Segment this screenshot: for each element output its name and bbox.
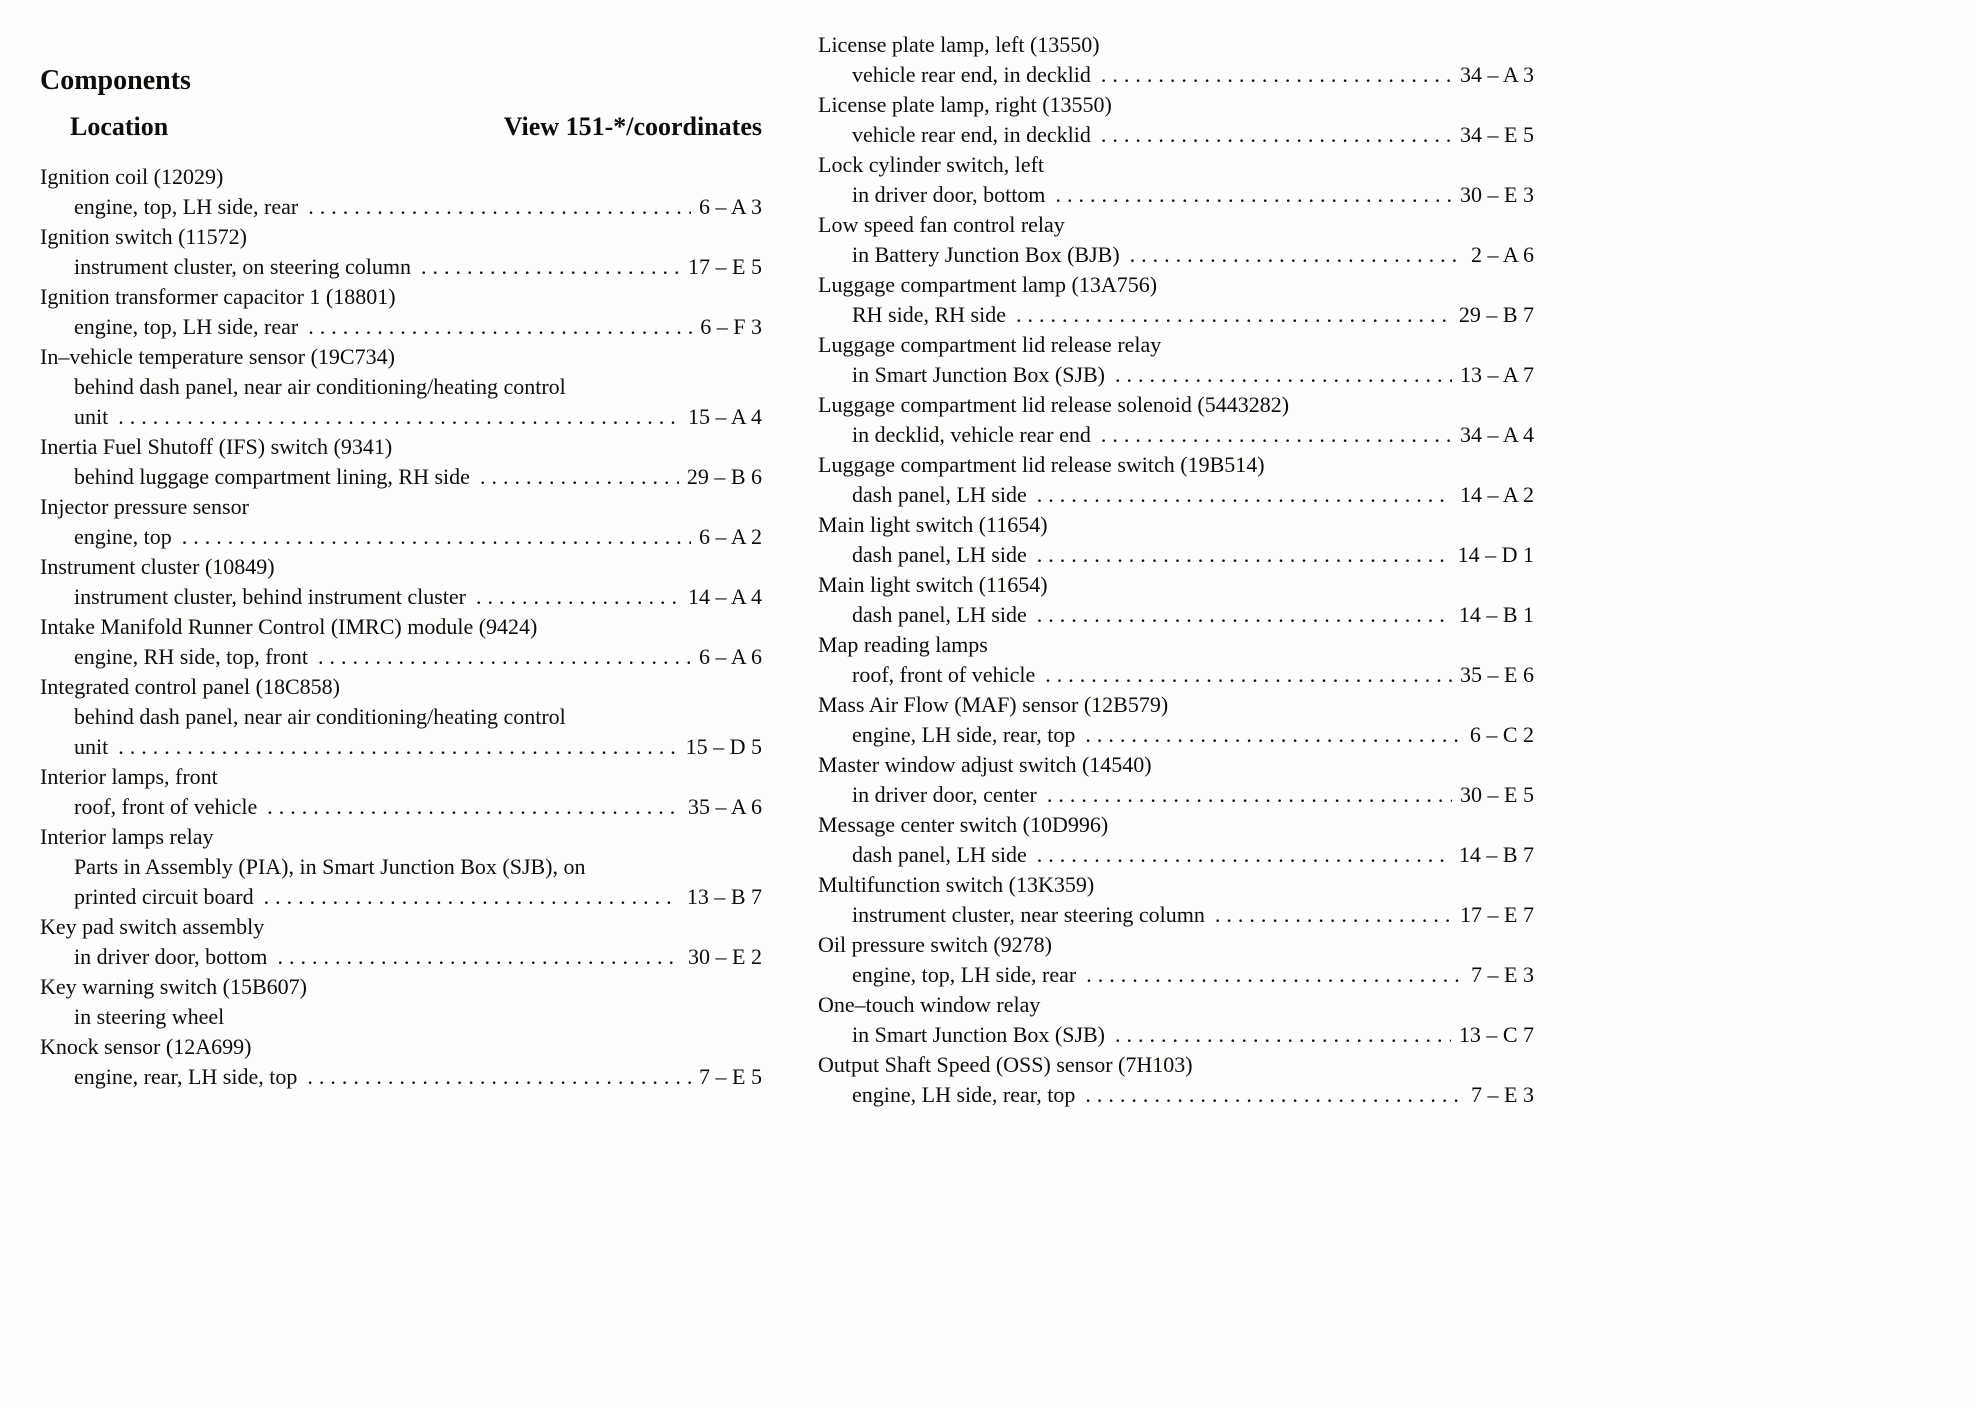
location-line	[40, 192, 762, 222]
component-entry	[40, 762, 762, 822]
dot-leader	[1037, 600, 1451, 630]
location-line	[40, 792, 762, 822]
dot-leader	[318, 642, 691, 672]
dot-leader	[308, 312, 692, 342]
component-name: Multifunction switch (13K359)	[818, 872, 1095, 897]
component-name: Ignition transformer capacitor 1 (18801)	[40, 284, 396, 309]
component-name: Mass Air Flow (MAF) sensor (12B579)	[818, 692, 1169, 717]
location-line	[818, 120, 1534, 150]
component-entry	[40, 672, 762, 762]
dot-leader	[1047, 780, 1452, 810]
location-text: in decklid, vehicle rear end	[852, 422, 1091, 447]
location-text: instrument cluster, on steering column	[74, 254, 411, 279]
component-name: Injector pressure sensor	[40, 494, 249, 519]
dot-leader	[1055, 180, 1452, 210]
component-entry	[40, 342, 762, 432]
coordinate-value: 14 – D 1	[1457, 542, 1534, 567]
component-entry	[818, 750, 1534, 810]
location-line	[818, 540, 1534, 570]
component-entry	[40, 432, 762, 492]
dot-leader	[1115, 1020, 1451, 1050]
location-line	[818, 720, 1534, 750]
dot-leader	[308, 192, 691, 222]
location-line	[818, 480, 1534, 510]
component-entry	[818, 390, 1534, 450]
location-text: engine, RH side, top, front	[74, 644, 309, 669]
column-headings	[40, 112, 762, 142]
coordinate-value: 34 – A 3	[1460, 62, 1534, 87]
dot-leader	[118, 402, 680, 432]
location-text: roof, front of vehicle	[74, 794, 258, 819]
component-entry	[40, 552, 762, 612]
coordinate-value: 15 – A 4	[688, 404, 762, 429]
location-text: in steering wheel	[74, 1004, 225, 1029]
component-name: Luggage compartment lid release switch (19B514)	[818, 452, 1265, 477]
coordinate-value: 30 – E 3	[1460, 182, 1534, 207]
component-name: Luggage compartment lid release relay	[818, 332, 1162, 357]
coordinate-value: 35 – A 6	[688, 794, 762, 819]
component-entry	[818, 930, 1534, 990]
location-text: dash panel, LH side	[852, 602, 1027, 627]
location-line	[818, 780, 1534, 810]
component-name: One–touch window relay	[818, 992, 1041, 1017]
component-entry	[40, 972, 762, 1032]
location-line	[818, 1020, 1534, 1050]
component-name: In–vehicle temperature sensor (19C734)	[40, 344, 395, 369]
location-line	[40, 702, 762, 732]
component-entry	[818, 330, 1534, 390]
coordinate-value: 7 – E 3	[1471, 962, 1534, 987]
coordinate-value: 13 – C 7	[1458, 1022, 1534, 1047]
location-line	[40, 732, 762, 762]
dot-leader	[267, 792, 680, 822]
coordinate-value: 7 – E 3	[1471, 1082, 1534, 1107]
dot-leader	[1101, 420, 1452, 450]
component-name: License plate lamp, left (13550)	[818, 32, 1100, 57]
location-line	[40, 312, 762, 342]
location-text: engine, LH side, rear, top	[852, 722, 1076, 747]
component-entry	[818, 570, 1534, 630]
location-text: RH side, RH side	[852, 302, 1006, 327]
coordinate-value: 6 – A 6	[699, 644, 762, 669]
component-entry	[818, 810, 1534, 870]
location-line	[818, 960, 1534, 990]
location-text: behind luggage compartment lining, RH side	[74, 464, 470, 489]
location-line	[818, 660, 1534, 690]
location-line	[40, 582, 762, 612]
component-name: Luggage compartment lid release solenoid (5443282)	[818, 392, 1290, 417]
location-text: instrument cluster, behind instrument cluster	[74, 584, 466, 609]
dot-leader	[1016, 300, 1451, 330]
dot-leader	[1215, 900, 1452, 930]
left-column	[40, 30, 762, 1110]
dot-leader	[1037, 480, 1452, 510]
component-entry	[818, 210, 1534, 270]
component-name: Interior lamps, front	[40, 764, 218, 789]
location-text: dash panel, LH side	[852, 482, 1027, 507]
dot-leader	[421, 252, 680, 282]
component-name: Key pad switch assembly	[40, 914, 265, 939]
location-line	[818, 240, 1534, 270]
location-text: instrument cluster, near steering column	[852, 902, 1205, 927]
dot-leader	[182, 522, 691, 552]
location-text: engine, top, LH side, rear	[852, 962, 1077, 987]
component-entry	[40, 492, 762, 552]
coordinate-value: 6 – A 2	[699, 524, 762, 549]
dot-leader	[1085, 1080, 1463, 1110]
dot-leader	[480, 462, 679, 492]
coordinate-value: 6 – C 2	[1469, 722, 1534, 747]
location-line	[40, 642, 762, 672]
location-line	[40, 522, 762, 552]
location-line	[40, 402, 762, 432]
coordinate-value: 30 – E 2	[688, 944, 762, 969]
location-line	[818, 360, 1534, 390]
view-coordinates-heading: View 151-*/coordinates	[503, 112, 762, 141]
location-line	[818, 420, 1534, 450]
dot-leader	[118, 732, 677, 762]
component-entry	[818, 90, 1534, 150]
component-name: Output Shaft Speed (OSS) sensor (7H103)	[818, 1052, 1193, 1077]
dot-leader	[1101, 120, 1452, 150]
component-name: Low speed fan control relay	[818, 212, 1065, 237]
dot-leader	[1101, 60, 1452, 90]
location-text: in Smart Junction Box (SJB)	[852, 1022, 1106, 1047]
location-text: in Smart Junction Box (SJB)	[852, 362, 1106, 387]
location-text: dash panel, LH side	[852, 842, 1027, 867]
component-name: Intake Manifold Runner Control (IMRC) module (9424)	[40, 614, 538, 639]
coordinate-value: 35 – E 6	[1460, 662, 1534, 687]
component-entry	[40, 612, 762, 672]
location-text: engine, rear, LH side, top	[74, 1064, 298, 1089]
component-entry	[40, 912, 762, 972]
component-name: Lock cylinder switch, left	[818, 152, 1045, 177]
dot-leader	[1115, 360, 1452, 390]
location-text: engine, LH side, rear, top	[852, 1082, 1076, 1107]
coordinate-value: 6 – F 3	[700, 314, 762, 339]
location-text: engine, top, LH side, rear	[74, 314, 299, 339]
component-name: Key warning switch (15B607)	[40, 974, 308, 999]
component-entry	[818, 630, 1534, 690]
component-name: Master window adjust switch (14540)	[818, 752, 1152, 777]
coordinate-value: 17 – E 7	[1460, 902, 1534, 927]
component-list-left	[40, 162, 762, 1092]
location-text: engine, top	[74, 524, 172, 549]
dot-leader	[307, 1062, 691, 1092]
right-column	[818, 30, 1534, 1110]
component-entry	[40, 222, 762, 282]
location-line	[818, 60, 1534, 90]
location-text: unit	[74, 404, 109, 429]
location-line	[40, 1002, 762, 1032]
location-line	[40, 882, 762, 912]
location-text: in Battery Junction Box (BJB)	[852, 242, 1120, 267]
location-text: in driver door, center	[852, 782, 1037, 807]
location-line	[818, 180, 1534, 210]
component-name: Oil pressure switch (9278)	[818, 932, 1053, 957]
location-line	[818, 840, 1534, 870]
location-line	[40, 252, 762, 282]
location-line	[40, 1062, 762, 1092]
coordinate-value: 34 – A 4	[1460, 422, 1534, 447]
component-entry	[818, 270, 1534, 330]
component-entry	[818, 690, 1534, 750]
location-line	[40, 852, 762, 882]
component-entry	[818, 510, 1534, 570]
dot-leader	[1085, 720, 1461, 750]
component-entry	[818, 990, 1534, 1050]
dot-leader	[1045, 660, 1452, 690]
component-name: Main light switch (11654)	[818, 512, 1048, 537]
coordinate-value: 13 – A 7	[1460, 362, 1534, 387]
dot-leader	[1037, 840, 1451, 870]
component-name: Ignition switch (11572)	[40, 224, 247, 249]
dot-leader	[277, 942, 680, 972]
coordinate-value: 15 – D 5	[685, 734, 762, 759]
page-title: Components	[40, 65, 191, 96]
location-text: engine, top, LH side, rear	[74, 194, 299, 219]
coordinate-value: 7 – E 5	[699, 1064, 762, 1089]
component-name: Integrated control panel (18C858)	[40, 674, 340, 699]
location-line	[818, 1080, 1534, 1110]
component-name: Instrument cluster (10849)	[40, 554, 275, 579]
coordinate-value: 14 – A 2	[1460, 482, 1534, 507]
component-entry	[40, 1032, 762, 1092]
coordinate-value: 14 – B 1	[1458, 602, 1534, 627]
coordinate-value: 6 – A 3	[699, 194, 762, 219]
location-heading: Location	[70, 112, 169, 141]
location-line	[40, 462, 762, 492]
coordinate-value: 29 – B 7	[1458, 302, 1534, 327]
location-text: in driver door, bottom	[852, 182, 1046, 207]
coordinate-value: 29 – B 6	[686, 464, 762, 489]
location-text: vehicle rear end, in decklid	[852, 122, 1091, 147]
location-text: behind dash panel, near air conditioning/heating control	[74, 704, 566, 729]
location-line	[40, 372, 762, 402]
component-entry	[818, 150, 1534, 210]
location-text: vehicle rear end, in decklid	[852, 62, 1091, 87]
component-name: Luggage compartment lamp (13A756)	[818, 272, 1158, 297]
dot-leader	[1130, 240, 1463, 270]
component-name: Map reading lamps	[818, 632, 988, 657]
component-entry	[818, 1050, 1534, 1110]
component-name: Message center switch (10D996)	[818, 812, 1109, 837]
location-text: roof, front of vehicle	[852, 662, 1036, 687]
coordinate-value: 17 – E 5	[688, 254, 762, 279]
dot-leader	[476, 582, 680, 612]
location-line	[818, 600, 1534, 630]
coordinate-value: 2 – A 6	[1471, 242, 1534, 267]
location-text: in driver door, bottom	[74, 944, 268, 969]
coordinate-value: 13 – B 7	[686, 884, 762, 909]
component-name: License plate lamp, right (13550)	[818, 92, 1112, 117]
component-entry	[818, 870, 1534, 930]
location-line	[818, 300, 1534, 330]
location-text: Parts in Assembly (PIA), in Smart Junction Box (SJB), on	[74, 854, 586, 879]
component-name: Interior lamps relay	[40, 824, 214, 849]
component-entry	[818, 450, 1534, 510]
dot-leader	[1086, 960, 1463, 990]
component-name: Ignition coil (12029)	[40, 164, 224, 189]
component-entry	[40, 822, 762, 912]
coordinate-value: 14 – A 4	[688, 584, 762, 609]
location-text: behind dash panel, near air conditioning/heating control	[74, 374, 566, 399]
component-entry	[40, 162, 762, 222]
coordinate-value: 30 – E 5	[1460, 782, 1534, 807]
component-list-right	[818, 30, 1534, 1110]
location-text: dash panel, LH side	[852, 542, 1027, 567]
location-line	[818, 900, 1534, 930]
component-name: Main light switch (11654)	[818, 572, 1048, 597]
dot-leader	[1037, 540, 1450, 570]
component-name: Inertia Fuel Shutoff (IFS) switch (9341)	[40, 434, 393, 459]
coordinate-value: 14 – B 7	[1458, 842, 1534, 867]
location-text: printed circuit board	[74, 884, 254, 909]
location-text: unit	[74, 734, 109, 759]
component-entry	[818, 30, 1534, 90]
component-name: Knock sensor (12A699)	[40, 1034, 252, 1059]
page-header	[40, 64, 762, 142]
coordinate-value: 34 – E 5	[1460, 122, 1534, 147]
dot-leader	[264, 882, 679, 912]
component-entry	[40, 282, 762, 342]
location-line	[40, 942, 762, 972]
